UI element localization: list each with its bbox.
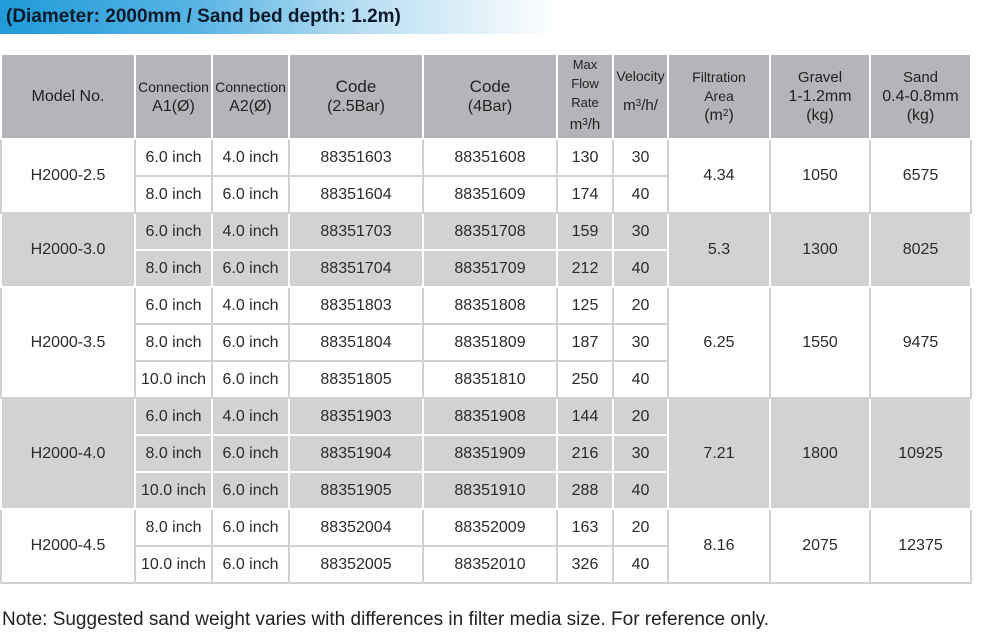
code-4bar-cell: 88351808 <box>423 287 557 324</box>
model-cell: H2000-4.5 <box>1 509 135 583</box>
connection-a1-cell: 6.0 inch <box>135 287 212 324</box>
velocity-cell: 20 <box>613 398 668 435</box>
connection-a2-cell: 4.0 inch <box>212 398 289 435</box>
sand-cell: 6575 <box>870 139 971 213</box>
sand-cell: 9475 <box>870 287 971 398</box>
connection-a1-cell: 10.0 inch <box>135 546 212 583</box>
code-25bar-cell: 88351803 <box>289 287 423 324</box>
header-filtration-area: Filtration Area $(m^2)$ <box>668 54 770 139</box>
header-connection-a1: Connection A1(Ø) <box>135 54 212 139</box>
flow-rate-cell: 174 <box>557 176 613 213</box>
header-model: Model No. <box>1 54 135 139</box>
connection-a2-cell: 4.0 inch <box>212 213 289 250</box>
title-banner <box>0 0 560 34</box>
code-4bar-cell: 88351908 <box>423 398 557 435</box>
code-4bar-cell: 88351910 <box>423 472 557 509</box>
table-row <box>1 213 971 250</box>
filtration-area-cell: 7.21 <box>668 398 770 509</box>
velocity-cell: 30 <box>613 435 668 472</box>
velocity-cell: 40 <box>613 361 668 398</box>
code-4bar-cell: 88351708 <box>423 213 557 250</box>
connection-a2-cell: 6.0 inch <box>212 435 289 472</box>
code-4bar-cell: 88351709 <box>423 250 557 287</box>
flow-rate-cell: 163 <box>557 509 613 546</box>
connection-a1-cell: 6.0 inch <box>135 139 212 176</box>
connection-a1-cell: 6.0 inch <box>135 398 212 435</box>
code-4bar-cell: 88351809 <box>423 324 557 361</box>
flow-rate-cell: 288 <box>557 472 613 509</box>
flow-rate-cell: 326 <box>557 546 613 583</box>
connection-a1-cell: 8.0 inch <box>135 435 212 472</box>
code-25bar-cell: 88351703 <box>289 213 423 250</box>
code-4bar-cell: 88351909 <box>423 435 557 472</box>
code-4bar-cell: 88351608 <box>423 139 557 176</box>
connection-a2-cell: 6.0 inch <box>212 250 289 287</box>
velocity-cell: 20 <box>613 287 668 324</box>
connection-a2-cell: 6.0 inch <box>212 472 289 509</box>
flow-rate-cell: 144 <box>557 398 613 435</box>
velocity-cell: 40 <box>613 250 668 287</box>
connection-a2-cell: 4.0 inch <box>212 287 289 324</box>
code-25bar-cell: 88352004 <box>289 509 423 546</box>
flow-rate-cell: 216 <box>557 435 613 472</box>
code-25bar-cell: 88351905 <box>289 472 423 509</box>
table-row <box>1 398 971 435</box>
gravel-cell: 1800 <box>770 398 870 509</box>
velocity-cell: 30 <box>613 213 668 250</box>
header-code-4bar: Code (4Bar) <box>423 54 557 139</box>
velocity-cell: 30 <box>613 324 668 361</box>
connection-a2-cell: 6.0 inch <box>212 176 289 213</box>
header-gravel: Gravel 1-1.2mm (kg) <box>770 54 870 139</box>
code-25bar-cell: 88351804 <box>289 324 423 361</box>
flow-rate-cell: 130 <box>557 139 613 176</box>
filtration-area-cell: 8.16 <box>668 509 770 583</box>
connection-a1-cell: 8.0 inch <box>135 176 212 213</box>
connection-a2-cell: 6.0 inch <box>212 509 289 546</box>
model-cell: H2000-3.0 <box>1 213 135 287</box>
code-4bar-cell: 88352009 <box>423 509 557 546</box>
velocity-cell: 40 <box>613 546 668 583</box>
filtration-area-cell: 4.34 <box>668 139 770 213</box>
connection-a2-cell: 4.0 inch <box>212 139 289 176</box>
connection-a1-cell: 6.0 inch <box>135 213 212 250</box>
code-4bar-cell: 88351609 <box>423 176 557 213</box>
footnote: Note: Suggested sand weight varies with differences in filter media size. For reference only. <box>2 609 770 630</box>
header-max-flow-rate: Max Flow Rate $m^3/h$ <box>557 54 613 139</box>
code-25bar-cell: 88351903 <box>289 398 423 435</box>
model-cell: H2000-4.0 <box>1 398 135 509</box>
flow-rate-cell: 187 <box>557 324 613 361</box>
header-velocity: Velocity $m^3/h/$ <box>613 54 668 139</box>
page-title: (Diameter: 2000mm / Sand bed depth: 1.2m) <box>6 6 401 27</box>
gravel-cell: 2075 <box>770 509 870 583</box>
velocity-cell: 20 <box>613 509 668 546</box>
code-25bar-cell: 88352005 <box>289 546 423 583</box>
filtration-area-cell: 6.25 <box>668 287 770 398</box>
table-row <box>1 509 971 546</box>
code-25bar-cell: 88351805 <box>289 361 423 398</box>
code-25bar-cell: 88351704 <box>289 250 423 287</box>
connection-a1-cell: 10.0 inch <box>135 361 212 398</box>
connection-a2-cell: 6.0 inch <box>212 324 289 361</box>
velocity-cell: 30 <box>613 139 668 176</box>
flow-rate-cell: 159 <box>557 213 613 250</box>
header-code-25bar: Code (2.5Bar) <box>289 54 423 139</box>
sand-cell: 10925 <box>870 398 971 509</box>
code-25bar-cell: 88351904 <box>289 435 423 472</box>
header-connection-a2: Connection A2(Ø) <box>212 54 289 139</box>
flow-rate-cell: 212 <box>557 250 613 287</box>
code-25bar-cell: 88351603 <box>289 139 423 176</box>
code-25bar-cell: 88351604 <box>289 176 423 213</box>
code-4bar-cell: 88352010 <box>423 546 557 583</box>
table-row <box>1 139 971 176</box>
code-4bar-cell: 88351810 <box>423 361 557 398</box>
connection-a2-cell: 6.0 inch <box>212 546 289 583</box>
flow-rate-cell: 250 <box>557 361 613 398</box>
flow-rate-cell: 125 <box>557 287 613 324</box>
spec-table <box>0 53 972 584</box>
table-header-row <box>1 54 971 139</box>
velocity-cell: 40 <box>613 472 668 509</box>
connection-a1-cell: 8.0 inch <box>135 509 212 546</box>
sand-cell: 12375 <box>870 509 971 583</box>
gravel-cell: 1050 <box>770 139 870 213</box>
table-row <box>1 287 971 324</box>
velocity-cell: 40 <box>613 176 668 213</box>
connection-a1-cell: 10.0 inch <box>135 472 212 509</box>
model-cell: H2000-2.5 <box>1 139 135 213</box>
header-sand: Sand 0.4-0.8mm (kg) <box>870 54 971 139</box>
connection-a1-cell: 8.0 inch <box>135 324 212 361</box>
gravel-cell: 1550 <box>770 287 870 398</box>
filtration-area-cell: 5.3 <box>668 213 770 287</box>
model-cell: H2000-3.5 <box>1 287 135 398</box>
connection-a1-cell: 8.0 inch <box>135 250 212 287</box>
gravel-cell: 1300 <box>770 213 870 287</box>
sand-cell: 8025 <box>870 213 971 287</box>
connection-a2-cell: 6.0 inch <box>212 361 289 398</box>
